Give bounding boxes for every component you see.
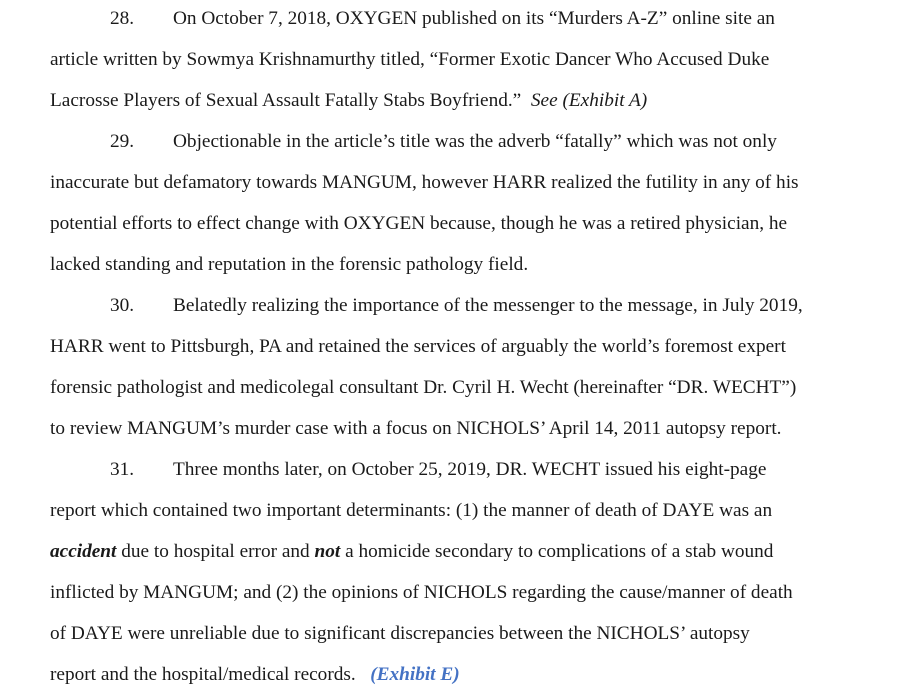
- paragraph-30-line-2: [50, 335, 786, 359]
- paragraph-text: article written by Sowmya Krishnamurthy titled, “Former Exotic Dancer Who Accused Duke: [50, 49, 770, 70]
- paragraph-text: lacked standing and reputation in the forensic pathology field.: [50, 254, 529, 275]
- paragraph-29-line-4: [50, 253, 528, 277]
- paragraph-30-line-4: [50, 417, 782, 441]
- paragraph-31-line-6: [50, 663, 460, 687]
- paragraph-30-line-3: [50, 376, 796, 400]
- paragraph-text: Belatedly realizing the importance of the messenger to the message, in July 2019,: [173, 295, 803, 316]
- paragraph-text: report and the hospital/medical records.: [50, 664, 356, 685]
- exhibit-e-link[interactable]: (Exhibit E): [370, 664, 460, 685]
- paragraph-text: forensic pathologist and medicolegal consultant Dr. Cyril H. Wecht (hereinafter “DR. WECHT”): [50, 377, 797, 398]
- emphasis-accident: accident: [50, 541, 117, 562]
- paragraph-text: potential efforts to effect change with OXYGEN because, though he was a retired physician, he: [50, 213, 788, 234]
- paragraph-31-line-3: [50, 540, 773, 564]
- paragraph-text: report which contained two important determinants: (1) the manner of death of DAYE was an: [50, 500, 773, 521]
- paragraph-text: to review MANGUM’s murder case with a focus on NICHOLS’ April 14, 2011 autopsy report.: [50, 418, 782, 439]
- paragraph-text: inaccurate but defamatory towards MANGUM, however HARR realized the futility in any of his: [50, 172, 799, 193]
- paragraph-text: Lacrosse Players of Sexual Assault Fatally Stabs Boyfriend.”: [50, 90, 522, 111]
- exhibit-a-reference: See (Exhibit A): [530, 90, 648, 111]
- paragraph-text: HARR went to Pittsburgh, PA and retained the services of arguably the world’s foremost expert: [50, 336, 786, 357]
- paragraph-text: On October 7, 2018, OXYGEN published on its “Murders A-Z” online site an: [173, 8, 775, 29]
- paragraph-text: of DAYE were unreliable due to significant discrepancies between the NICHOLS’ autopsy: [50, 623, 750, 644]
- paragraph-31-line-2: [50, 499, 772, 523]
- paragraph-number: 28.: [110, 8, 135, 29]
- paragraph-text: Objectionable in the article’s title was the adverb “fatally” which was not only: [173, 131, 777, 152]
- paragraph-number: 30.: [110, 295, 135, 316]
- paragraph-31-line-5: [50, 622, 750, 646]
- paragraph-29-line-2: [50, 171, 799, 195]
- paragraph-28-line-3: [50, 89, 647, 113]
- paragraph-29-line-3: [50, 212, 787, 236]
- paragraph-text: inflicted by MANGUM; and (2) the opinions of NICHOLS regarding the cause/manner of death: [50, 582, 793, 603]
- paragraph-text: Three months later, on October 25, 2019, DR. WECHT issued his eight-page: [173, 459, 767, 480]
- paragraph-28-line-2: [50, 48, 769, 72]
- paragraph-text: due to hospital error and: [116, 541, 315, 562]
- emphasis-not: not: [314, 541, 341, 562]
- paragraph-number: 31.: [110, 459, 135, 480]
- paragraph-number: 29.: [110, 131, 135, 152]
- paragraph-text: a homicide secondary to complications of a stab wound: [340, 541, 774, 562]
- paragraph-31-line-4: [50, 581, 793, 605]
